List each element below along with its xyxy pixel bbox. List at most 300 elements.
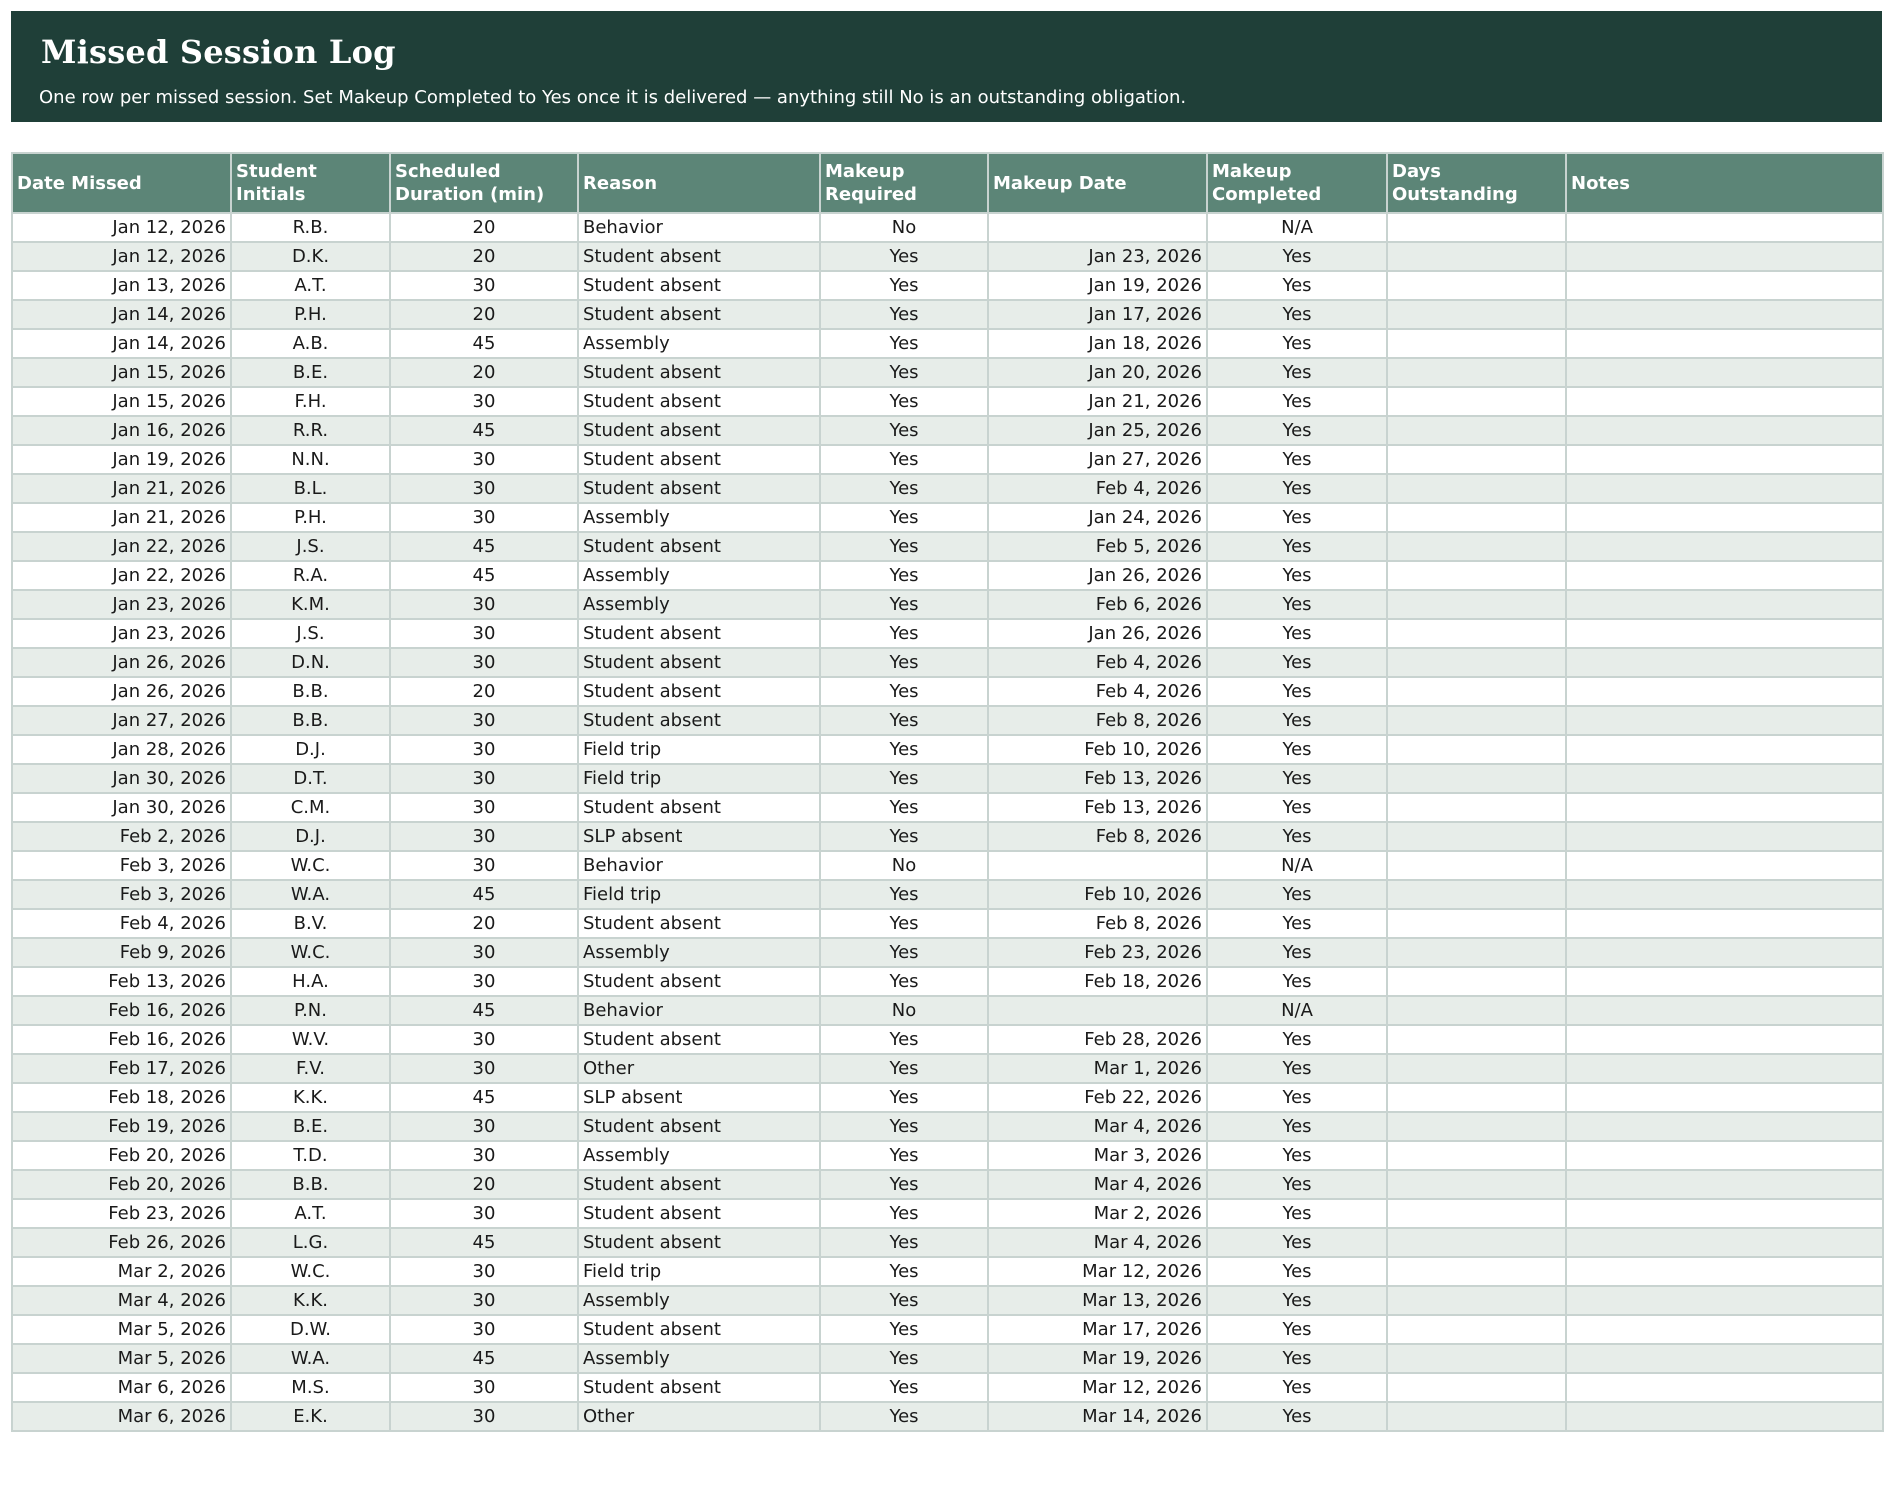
cell-date-missed[interactable]: Jan 28, 2026 — [12, 735, 231, 764]
cell-makeup-required[interactable]: Yes — [820, 1112, 988, 1141]
cell-makeup-required[interactable]: Yes — [820, 329, 988, 358]
cell-makeup-required[interactable]: Yes — [820, 242, 988, 271]
cell-makeup-required[interactable]: Yes — [820, 1344, 988, 1373]
cell-makeup-required[interactable]: Yes — [820, 387, 988, 416]
cell-makeup-date[interactable]: Jan 27, 2026 — [988, 445, 1207, 474]
cell-makeup-completed[interactable]: Yes — [1207, 1286, 1387, 1315]
cell-scheduled-duration[interactable]: 30 — [390, 793, 578, 822]
cell-date-missed[interactable]: Feb 23, 2026 — [12, 1199, 231, 1228]
cell-notes[interactable] — [1566, 1402, 1883, 1431]
cell-reason[interactable]: Student absent — [578, 648, 820, 677]
cell-makeup-required[interactable]: Yes — [820, 793, 988, 822]
cell-makeup-date[interactable]: Jan 19, 2026 — [988, 271, 1207, 300]
cell-student-initials[interactable]: J.S. — [231, 532, 390, 561]
cell-reason[interactable]: Assembly — [578, 1141, 820, 1170]
cell-makeup-completed[interactable]: Yes — [1207, 1083, 1387, 1112]
cell-reason[interactable]: Assembly — [578, 503, 820, 532]
cell-makeup-required[interactable]: Yes — [820, 822, 988, 851]
cell-makeup-completed[interactable]: Yes — [1207, 1228, 1387, 1257]
cell-makeup-date[interactable]: Jan 24, 2026 — [988, 503, 1207, 532]
cell-days-outstanding[interactable] — [1387, 271, 1566, 300]
cell-days-outstanding[interactable] — [1387, 706, 1566, 735]
cell-makeup-required[interactable]: Yes — [820, 880, 988, 909]
cell-student-initials[interactable]: W.A. — [231, 880, 390, 909]
cell-makeup-date[interactable]: Feb 28, 2026 — [988, 1025, 1207, 1054]
cell-date-missed[interactable]: Jan 22, 2026 — [12, 561, 231, 590]
cell-makeup-date[interactable] — [988, 213, 1207, 242]
cell-makeup-date[interactable]: Feb 6, 2026 — [988, 590, 1207, 619]
cell-makeup-date[interactable]: Mar 14, 2026 — [988, 1402, 1207, 1431]
cell-date-missed[interactable]: Jan 13, 2026 — [12, 271, 231, 300]
cell-reason[interactable]: Assembly — [578, 938, 820, 967]
cell-notes[interactable] — [1566, 764, 1883, 793]
cell-student-initials[interactable]: B.E. — [231, 1112, 390, 1141]
cell-date-missed[interactable]: Jan 15, 2026 — [12, 387, 231, 416]
cell-reason[interactable]: Student absent — [578, 416, 820, 445]
cell-makeup-completed[interactable]: Yes — [1207, 1315, 1387, 1344]
cell-reason[interactable]: Student absent — [578, 1199, 820, 1228]
cell-scheduled-duration[interactable]: 30 — [390, 474, 578, 503]
column-header-student-initials[interactable]: Student Initials — [231, 153, 390, 213]
cell-days-outstanding[interactable] — [1387, 532, 1566, 561]
cell-makeup-required[interactable]: Yes — [820, 416, 988, 445]
cell-reason[interactable]: Student absent — [578, 677, 820, 706]
cell-student-initials[interactable]: E.K. — [231, 1402, 390, 1431]
cell-days-outstanding[interactable] — [1387, 735, 1566, 764]
cell-date-missed[interactable]: Jan 12, 2026 — [12, 213, 231, 242]
cell-makeup-completed[interactable]: Yes — [1207, 329, 1387, 358]
cell-date-missed[interactable]: Jan 15, 2026 — [12, 358, 231, 387]
cell-makeup-date[interactable]: Feb 8, 2026 — [988, 822, 1207, 851]
cell-days-outstanding[interactable] — [1387, 387, 1566, 416]
cell-notes[interactable] — [1566, 1025, 1883, 1054]
cell-days-outstanding[interactable] — [1387, 1083, 1566, 1112]
cell-scheduled-duration[interactable]: 30 — [390, 271, 578, 300]
cell-student-initials[interactable]: A.B. — [231, 329, 390, 358]
cell-scheduled-duration[interactable]: 30 — [390, 1112, 578, 1141]
cell-reason[interactable]: Student absent — [578, 387, 820, 416]
cell-date-missed[interactable]: Mar 5, 2026 — [12, 1315, 231, 1344]
cell-date-missed[interactable]: Jan 19, 2026 — [12, 445, 231, 474]
cell-makeup-date[interactable]: Mar 12, 2026 — [988, 1373, 1207, 1402]
column-header-scheduled-duration[interactable]: Scheduled Duration (min) — [390, 153, 578, 213]
cell-makeup-date[interactable]: Mar 3, 2026 — [988, 1141, 1207, 1170]
cell-days-outstanding[interactable] — [1387, 445, 1566, 474]
cell-scheduled-duration[interactable]: 30 — [390, 503, 578, 532]
cell-student-initials[interactable]: W.C. — [231, 1257, 390, 1286]
cell-makeup-completed[interactable]: Yes — [1207, 358, 1387, 387]
cell-reason[interactable]: SLP absent — [578, 822, 820, 851]
cell-makeup-completed[interactable]: Yes — [1207, 735, 1387, 764]
cell-student-initials[interactable]: W.V. — [231, 1025, 390, 1054]
cell-makeup-date[interactable]: Mar 4, 2026 — [988, 1228, 1207, 1257]
column-header-reason[interactable]: Reason — [578, 153, 820, 213]
cell-makeup-completed[interactable]: Yes — [1207, 880, 1387, 909]
cell-notes[interactable] — [1566, 358, 1883, 387]
cell-scheduled-duration[interactable]: 20 — [390, 1170, 578, 1199]
cell-makeup-date[interactable]: Feb 5, 2026 — [988, 532, 1207, 561]
cell-makeup-required[interactable]: No — [820, 851, 988, 880]
cell-scheduled-duration[interactable]: 45 — [390, 1228, 578, 1257]
cell-notes[interactable] — [1566, 880, 1883, 909]
cell-reason[interactable]: Behavior — [578, 851, 820, 880]
cell-date-missed[interactable]: Jan 23, 2026 — [12, 590, 231, 619]
cell-makeup-completed[interactable]: Yes — [1207, 967, 1387, 996]
cell-notes[interactable] — [1566, 1083, 1883, 1112]
cell-student-initials[interactable]: D.T. — [231, 764, 390, 793]
cell-date-missed[interactable]: Feb 20, 2026 — [12, 1141, 231, 1170]
cell-reason[interactable]: Behavior — [578, 213, 820, 242]
cell-reason[interactable]: Student absent — [578, 967, 820, 996]
cell-reason[interactable]: Student absent — [578, 358, 820, 387]
cell-makeup-required[interactable]: Yes — [820, 1170, 988, 1199]
cell-notes[interactable] — [1566, 590, 1883, 619]
cell-notes[interactable] — [1566, 1373, 1883, 1402]
cell-student-initials[interactable]: W.C. — [231, 938, 390, 967]
cell-makeup-required[interactable]: No — [820, 996, 988, 1025]
cell-days-outstanding[interactable] — [1387, 1199, 1566, 1228]
cell-date-missed[interactable]: Feb 9, 2026 — [12, 938, 231, 967]
cell-makeup-date[interactable]: Mar 19, 2026 — [988, 1344, 1207, 1373]
cell-makeup-completed[interactable]: Yes — [1207, 1373, 1387, 1402]
cell-makeup-completed[interactable]: Yes — [1207, 271, 1387, 300]
cell-reason[interactable]: Student absent — [578, 532, 820, 561]
cell-reason[interactable]: Student absent — [578, 271, 820, 300]
cell-scheduled-duration[interactable]: 20 — [390, 358, 578, 387]
cell-reason[interactable]: Student absent — [578, 300, 820, 329]
cell-student-initials[interactable]: P.H. — [231, 503, 390, 532]
cell-notes[interactable] — [1566, 213, 1883, 242]
cell-student-initials[interactable]: M.S. — [231, 1373, 390, 1402]
cell-makeup-date[interactable]: Feb 4, 2026 — [988, 648, 1207, 677]
cell-makeup-required[interactable]: Yes — [820, 706, 988, 735]
column-header-makeup-completed[interactable]: Makeup Completed — [1207, 153, 1387, 213]
cell-scheduled-duration[interactable]: 30 — [390, 938, 578, 967]
cell-notes[interactable] — [1566, 1286, 1883, 1315]
cell-makeup-required[interactable]: Yes — [820, 445, 988, 474]
cell-scheduled-duration[interactable]: 45 — [390, 880, 578, 909]
cell-makeup-date[interactable]: Feb 8, 2026 — [988, 909, 1207, 938]
cell-scheduled-duration[interactable]: 20 — [390, 300, 578, 329]
cell-scheduled-duration[interactable]: 30 — [390, 1054, 578, 1083]
cell-notes[interactable] — [1566, 1228, 1883, 1257]
cell-scheduled-duration[interactable]: 30 — [390, 967, 578, 996]
cell-notes[interactable] — [1566, 1257, 1883, 1286]
cell-makeup-completed[interactable]: Yes — [1207, 561, 1387, 590]
cell-makeup-completed[interactable]: Yes — [1207, 1344, 1387, 1373]
cell-makeup-date[interactable]: Feb 8, 2026 — [988, 706, 1207, 735]
cell-days-outstanding[interactable] — [1387, 213, 1566, 242]
cell-makeup-date[interactable]: Jan 23, 2026 — [988, 242, 1207, 271]
cell-makeup-required[interactable]: Yes — [820, 474, 988, 503]
cell-notes[interactable] — [1566, 503, 1883, 532]
cell-days-outstanding[interactable] — [1387, 677, 1566, 706]
cell-makeup-completed[interactable]: Yes — [1207, 474, 1387, 503]
cell-makeup-completed[interactable]: Yes — [1207, 1199, 1387, 1228]
cell-notes[interactable] — [1566, 329, 1883, 358]
cell-scheduled-duration[interactable]: 20 — [390, 213, 578, 242]
cell-reason[interactable]: Student absent — [578, 909, 820, 938]
cell-days-outstanding[interactable] — [1387, 561, 1566, 590]
cell-reason[interactable]: Student absent — [578, 1170, 820, 1199]
cell-days-outstanding[interactable] — [1387, 1373, 1566, 1402]
cell-makeup-completed[interactable]: Yes — [1207, 938, 1387, 967]
cell-notes[interactable] — [1566, 474, 1883, 503]
cell-notes[interactable] — [1566, 967, 1883, 996]
cell-student-initials[interactable]: W.C. — [231, 851, 390, 880]
cell-makeup-completed[interactable]: Yes — [1207, 590, 1387, 619]
column-header-notes[interactable]: Notes — [1566, 153, 1883, 213]
column-header-date-missed[interactable]: Date Missed — [12, 153, 231, 213]
cell-makeup-completed[interactable]: Yes — [1207, 416, 1387, 445]
cell-student-initials[interactable]: K.M. — [231, 590, 390, 619]
cell-date-missed[interactable]: Jan 21, 2026 — [12, 503, 231, 532]
cell-reason[interactable]: Behavior — [578, 996, 820, 1025]
cell-reason[interactable]: Student absent — [578, 1112, 820, 1141]
cell-makeup-required[interactable]: Yes — [820, 1054, 988, 1083]
cell-notes[interactable] — [1566, 416, 1883, 445]
cell-scheduled-duration[interactable]: 20 — [390, 909, 578, 938]
cell-makeup-required[interactable]: Yes — [820, 677, 988, 706]
cell-reason[interactable]: Student absent — [578, 706, 820, 735]
cell-makeup-date[interactable]: Mar 1, 2026 — [988, 1054, 1207, 1083]
cell-makeup-date[interactable]: Jan 25, 2026 — [988, 416, 1207, 445]
cell-days-outstanding[interactable] — [1387, 1025, 1566, 1054]
cell-makeup-date[interactable] — [988, 996, 1207, 1025]
cell-reason[interactable]: Assembly — [578, 1344, 820, 1373]
cell-makeup-required[interactable]: Yes — [820, 271, 988, 300]
cell-makeup-date[interactable]: Jan 20, 2026 — [988, 358, 1207, 387]
cell-reason[interactable]: Field trip — [578, 1257, 820, 1286]
cell-student-initials[interactable]: B.B. — [231, 1170, 390, 1199]
cell-date-missed[interactable]: Feb 20, 2026 — [12, 1170, 231, 1199]
cell-scheduled-duration[interactable]: 30 — [390, 387, 578, 416]
cell-scheduled-duration[interactable]: 30 — [390, 445, 578, 474]
cell-makeup-required[interactable]: Yes — [820, 1373, 988, 1402]
cell-reason[interactable]: Field trip — [578, 764, 820, 793]
cell-date-missed[interactable]: Jan 16, 2026 — [12, 416, 231, 445]
cell-makeup-date[interactable]: Mar 12, 2026 — [988, 1257, 1207, 1286]
cell-reason[interactable]: Student absent — [578, 445, 820, 474]
cell-scheduled-duration[interactable]: 30 — [390, 1286, 578, 1315]
cell-makeup-completed[interactable]: Yes — [1207, 1025, 1387, 1054]
cell-makeup-completed[interactable]: Yes — [1207, 387, 1387, 416]
cell-notes[interactable] — [1566, 909, 1883, 938]
column-header-makeup-date[interactable]: Makeup Date — [988, 153, 1207, 213]
cell-days-outstanding[interactable] — [1387, 880, 1566, 909]
cell-makeup-required[interactable]: Yes — [820, 1228, 988, 1257]
cell-makeup-required[interactable]: Yes — [820, 358, 988, 387]
cell-date-missed[interactable]: Jan 30, 2026 — [12, 793, 231, 822]
cell-student-initials[interactable]: R.B. — [231, 213, 390, 242]
cell-makeup-completed[interactable]: Yes — [1207, 619, 1387, 648]
cell-days-outstanding[interactable] — [1387, 416, 1566, 445]
cell-scheduled-duration[interactable]: 45 — [390, 1344, 578, 1373]
cell-makeup-date[interactable]: Jan 26, 2026 — [988, 561, 1207, 590]
cell-makeup-required[interactable]: Yes — [820, 1141, 988, 1170]
cell-makeup-date[interactable]: Jan 21, 2026 — [988, 387, 1207, 416]
cell-date-missed[interactable]: Feb 17, 2026 — [12, 1054, 231, 1083]
cell-makeup-date[interactable]: Feb 13, 2026 — [988, 764, 1207, 793]
cell-date-missed[interactable]: Jan 21, 2026 — [12, 474, 231, 503]
cell-notes[interactable] — [1566, 242, 1883, 271]
cell-date-missed[interactable]: Feb 16, 2026 — [12, 1025, 231, 1054]
cell-date-missed[interactable]: Mar 6, 2026 — [12, 1402, 231, 1431]
cell-days-outstanding[interactable] — [1387, 474, 1566, 503]
cell-reason[interactable]: Student absent — [578, 242, 820, 271]
cell-scheduled-duration[interactable]: 30 — [390, 590, 578, 619]
cell-reason[interactable]: Student absent — [578, 793, 820, 822]
cell-days-outstanding[interactable] — [1387, 1402, 1566, 1431]
cell-makeup-completed[interactable]: Yes — [1207, 793, 1387, 822]
cell-student-initials[interactable]: K.K. — [231, 1083, 390, 1112]
cell-student-initials[interactable]: D.N. — [231, 648, 390, 677]
cell-days-outstanding[interactable] — [1387, 648, 1566, 677]
cell-reason[interactable]: Student absent — [578, 1373, 820, 1402]
cell-makeup-date[interactable]: Mar 17, 2026 — [988, 1315, 1207, 1344]
cell-makeup-required[interactable]: Yes — [820, 909, 988, 938]
cell-days-outstanding[interactable] — [1387, 1286, 1566, 1315]
cell-makeup-required[interactable]: Yes — [820, 590, 988, 619]
cell-makeup-completed[interactable]: Yes — [1207, 1170, 1387, 1199]
cell-days-outstanding[interactable] — [1387, 1344, 1566, 1373]
cell-date-missed[interactable]: Feb 3, 2026 — [12, 880, 231, 909]
cell-makeup-required[interactable]: Yes — [820, 619, 988, 648]
cell-days-outstanding[interactable] — [1387, 1112, 1566, 1141]
cell-date-missed[interactable]: Jan 14, 2026 — [12, 300, 231, 329]
cell-days-outstanding[interactable] — [1387, 590, 1566, 619]
cell-days-outstanding[interactable] — [1387, 938, 1566, 967]
cell-makeup-date[interactable]: Jan 26, 2026 — [988, 619, 1207, 648]
cell-student-initials[interactable]: A.T. — [231, 1199, 390, 1228]
cell-notes[interactable] — [1566, 938, 1883, 967]
cell-date-missed[interactable]: Jan 27, 2026 — [12, 706, 231, 735]
cell-makeup-completed[interactable]: Yes — [1207, 242, 1387, 271]
cell-date-missed[interactable]: Feb 2, 2026 — [12, 822, 231, 851]
cell-makeup-completed[interactable]: N/A — [1207, 851, 1387, 880]
cell-notes[interactable] — [1566, 648, 1883, 677]
cell-makeup-completed[interactable]: Yes — [1207, 677, 1387, 706]
cell-student-initials[interactable]: R.R. — [231, 416, 390, 445]
cell-date-missed[interactable]: Feb 19, 2026 — [12, 1112, 231, 1141]
cell-makeup-date[interactable] — [988, 851, 1207, 880]
cell-notes[interactable] — [1566, 822, 1883, 851]
cell-days-outstanding[interactable] — [1387, 1141, 1566, 1170]
cell-makeup-date[interactable]: Feb 4, 2026 — [988, 474, 1207, 503]
cell-date-missed[interactable]: Mar 6, 2026 — [12, 1373, 231, 1402]
cell-student-initials[interactable]: D.K. — [231, 242, 390, 271]
cell-scheduled-duration[interactable]: 30 — [390, 851, 578, 880]
cell-reason[interactable]: Field trip — [578, 880, 820, 909]
cell-makeup-date[interactable]: Feb 10, 2026 — [988, 880, 1207, 909]
cell-student-initials[interactable]: B.E. — [231, 358, 390, 387]
cell-days-outstanding[interactable] — [1387, 822, 1566, 851]
cell-student-initials[interactable]: C.M. — [231, 793, 390, 822]
cell-student-initials[interactable]: B.L. — [231, 474, 390, 503]
cell-makeup-completed[interactable]: N/A — [1207, 996, 1387, 1025]
cell-makeup-required[interactable]: No — [820, 213, 988, 242]
cell-makeup-required[interactable]: Yes — [820, 938, 988, 967]
cell-makeup-completed[interactable]: Yes — [1207, 764, 1387, 793]
cell-student-initials[interactable]: R.A. — [231, 561, 390, 590]
cell-date-missed[interactable]: Jan 26, 2026 — [12, 648, 231, 677]
cell-date-missed[interactable]: Feb 4, 2026 — [12, 909, 231, 938]
cell-scheduled-duration[interactable]: 45 — [390, 561, 578, 590]
cell-date-missed[interactable]: Jan 30, 2026 — [12, 764, 231, 793]
cell-notes[interactable] — [1566, 300, 1883, 329]
cell-days-outstanding[interactable] — [1387, 503, 1566, 532]
cell-scheduled-duration[interactable]: 30 — [390, 735, 578, 764]
cell-scheduled-duration[interactable]: 30 — [390, 1199, 578, 1228]
cell-days-outstanding[interactable] — [1387, 1054, 1566, 1083]
column-header-days-outstanding[interactable]: Days Outstanding — [1387, 153, 1566, 213]
cell-student-initials[interactable]: F.H. — [231, 387, 390, 416]
cell-scheduled-duration[interactable]: 45 — [390, 416, 578, 445]
cell-makeup-required[interactable]: Yes — [820, 561, 988, 590]
cell-makeup-required[interactable]: Yes — [820, 735, 988, 764]
cell-scheduled-duration[interactable]: 45 — [390, 329, 578, 358]
cell-makeup-date[interactable]: Jan 18, 2026 — [988, 329, 1207, 358]
cell-notes[interactable] — [1566, 851, 1883, 880]
cell-notes[interactable] — [1566, 387, 1883, 416]
cell-reason[interactable]: Student absent — [578, 1228, 820, 1257]
cell-reason[interactable]: Student absent — [578, 619, 820, 648]
cell-student-initials[interactable]: W.A. — [231, 1344, 390, 1373]
cell-scheduled-duration[interactable]: 30 — [390, 1373, 578, 1402]
cell-days-outstanding[interactable] — [1387, 358, 1566, 387]
cell-makeup-completed[interactable]: Yes — [1207, 532, 1387, 561]
cell-scheduled-duration[interactable]: 30 — [390, 1315, 578, 1344]
cell-days-outstanding[interactable] — [1387, 329, 1566, 358]
cell-scheduled-duration[interactable]: 30 — [390, 1257, 578, 1286]
cell-makeup-completed[interactable]: Yes — [1207, 1257, 1387, 1286]
cell-scheduled-duration[interactable]: 30 — [390, 1141, 578, 1170]
cell-makeup-required[interactable]: Yes — [820, 1315, 988, 1344]
cell-notes[interactable] — [1566, 1344, 1883, 1373]
cell-makeup-date[interactable]: Mar 4, 2026 — [988, 1170, 1207, 1199]
cell-makeup-required[interactable]: Yes — [820, 1257, 988, 1286]
cell-student-initials[interactable]: B.B. — [231, 706, 390, 735]
cell-student-initials[interactable]: F.V. — [231, 1054, 390, 1083]
cell-reason[interactable]: Student absent — [578, 1315, 820, 1344]
cell-days-outstanding[interactable] — [1387, 967, 1566, 996]
cell-days-outstanding[interactable] — [1387, 1170, 1566, 1199]
cell-date-missed[interactable]: Feb 16, 2026 — [12, 996, 231, 1025]
cell-makeup-completed[interactable]: Yes — [1207, 1054, 1387, 1083]
cell-notes[interactable] — [1566, 445, 1883, 474]
cell-days-outstanding[interactable] — [1387, 1257, 1566, 1286]
cell-days-outstanding[interactable] — [1387, 300, 1566, 329]
cell-makeup-completed[interactable]: Yes — [1207, 706, 1387, 735]
cell-days-outstanding[interactable] — [1387, 619, 1566, 648]
cell-notes[interactable] — [1566, 1170, 1883, 1199]
cell-scheduled-duration[interactable]: 45 — [390, 996, 578, 1025]
cell-makeup-completed[interactable]: Yes — [1207, 648, 1387, 677]
cell-notes[interactable] — [1566, 1199, 1883, 1228]
cell-makeup-required[interactable]: Yes — [820, 1199, 988, 1228]
cell-makeup-required[interactable]: Yes — [820, 648, 988, 677]
cell-makeup-date[interactable]: Feb 22, 2026 — [988, 1083, 1207, 1112]
cell-makeup-date[interactable]: Feb 13, 2026 — [988, 793, 1207, 822]
cell-student-initials[interactable]: J.S. — [231, 619, 390, 648]
cell-student-initials[interactable]: N.N. — [231, 445, 390, 474]
cell-makeup-date[interactable]: Feb 18, 2026 — [988, 967, 1207, 996]
cell-days-outstanding[interactable] — [1387, 242, 1566, 271]
cell-notes[interactable] — [1566, 561, 1883, 590]
cell-scheduled-duration[interactable]: 30 — [390, 1025, 578, 1054]
cell-student-initials[interactable]: L.G. — [231, 1228, 390, 1257]
cell-date-missed[interactable]: Jan 12, 2026 — [12, 242, 231, 271]
